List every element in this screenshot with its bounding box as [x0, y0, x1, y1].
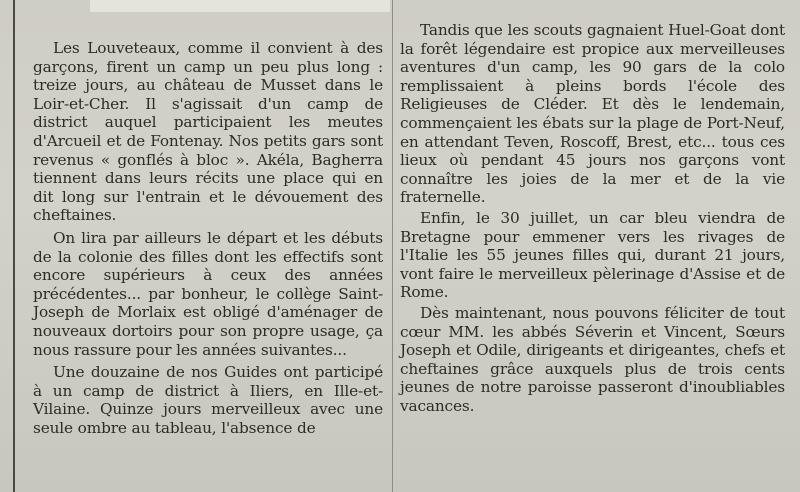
paragraph-felicitations: Dès maintenant, nous pouvons féliciter de tout cœur MM. les abbés Séverin et Vincent, Sœurs Joseph et Odile, dirigeants et dirigeantes, chefs et cheftaines grâce auxquels plus de trois cents jeunes de notre paroisse passeront d'inoubliables vacances.	[400, 303, 785, 415]
paragraph-guides: Une douzaine de nos Guides ont participé à un camp de district à Iliers, en Ille-et-Vilaine. Quinze jours merveilleux avec une seule ombre au tableau, l'absence de	[33, 363, 383, 437]
paragraph-colonie-filles: On lira par ailleurs le départ et les débuts de la colonie des filles dont les effectifs sont encore supérieurs à ceux des années précédentes... par bonheur, le collège Saint-Joseph de Morlaix est obligé d'aménager de nouveaux dortoirs pour son propre usage, ça nous rassure pour les années suivantes...	[33, 228, 383, 359]
paragraph-scouts: Tandis que les scouts gagnaient Huel-Goat dont la forêt légendaire est propice aux merveilleuses aventures d'un camp, les 90 gars de la colo remplissaient à pleins bords l'école des Religieuses de Cléder. Et dès le lendemain, commençaient les ébats sur la plage de Port-Neuf, en attendant Teven, Roscoff, Brest, etc... tous ces lieux où pendant 45 jours nos garçons vont connaître les joies de la mer et de la vie fraternelle.	[400, 21, 785, 207]
column-divider	[392, 0, 393, 492]
left-column-rule	[13, 0, 15, 492]
paragraph-car-bleu: Enfin, le 30 juillet, un car bleu viendra de Bretagne pour emmener vers les rivages de l'Italie les 55 jeunes filles qui, durant 21 jours, vont faire le merveilleux pèlerinage d'Assise et de Rome.	[400, 208, 785, 302]
left-column	[13, 0, 383, 492]
paragraph-louveteaux: Les Louveteaux, comme il convient à des garçons, firent un camp un peu plus long : treize jours, au château de Musset dans le Loir-et-Cher. Il s'agissait d'un camp de district auquel participaient les meutes d'Arcueil et de Fontenay. Nos petits gars sont revenus « gonflés à bloc ». Akéla, Bagherra tiennent dans leurs récits une place qui en dit long sur l'entrain et le dévouement des cheftaines.	[33, 39, 383, 225]
right-column	[400, 0, 785, 492]
